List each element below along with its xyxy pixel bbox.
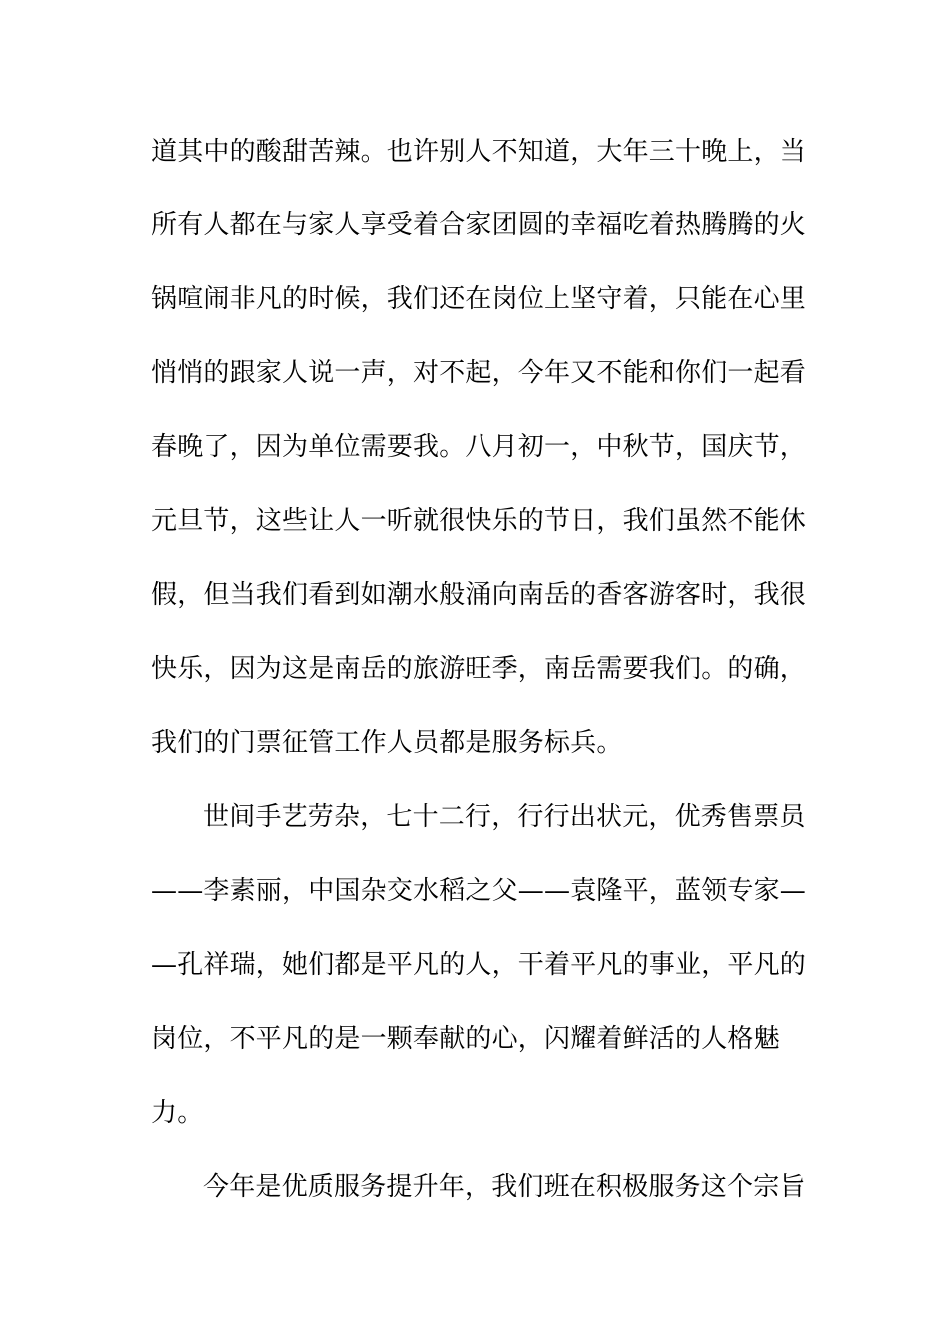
paragraph-first-line: 今年是优质服务提升年，我们班在积极服务这个宗旨: [203, 1172, 806, 1202]
text-line: ——李素丽，中国杂交水稻之父——袁隆平，蓝领专家—: [151, 876, 807, 906]
text-line: 道其中的酸甜苦辣。也许别人不知道，大年三十晚上，当: [151, 137, 807, 167]
text-line: 所有人都在与家人享受着合家团圆的幸福吃着热腾腾的火: [151, 210, 807, 240]
text-line: —孔祥瑞，她们都是平凡的人，干着平凡的事业，平凡的: [151, 950, 807, 980]
text-line: 岗位，不平凡的是一颗奉献的心，闪耀着鲜活的人格魅: [151, 1024, 780, 1054]
text-line: 锅喧闹非凡的时候，我们还在岗位上坚守着，只能在心里: [151, 284, 807, 314]
paragraph-first-line: 世间手艺劳杂，七十二行，行行出状元，优秀售票员: [203, 802, 806, 832]
text-line: 我们的门票征管工作人员都是服务标兵。: [151, 728, 623, 758]
text-line: 悄悄的跟家人说一声，对不起，今年又不能和你们一起看: [151, 358, 807, 388]
text-line: 假，但当我们看到如潮水般涌向南岳的香客游客时，我很: [151, 580, 807, 610]
text-line: 快乐，因为这是南岳的旅游旺季，南岳需要我们。的确，: [151, 654, 807, 684]
text-line: 春晚了，因为单位需要我。八月初一，中秋节，国庆节，: [151, 432, 807, 462]
text-line: 元旦节，这些让人一听就很快乐的节日，我们虽然不能休: [151, 506, 807, 536]
text-line: 力。: [151, 1098, 204, 1128]
